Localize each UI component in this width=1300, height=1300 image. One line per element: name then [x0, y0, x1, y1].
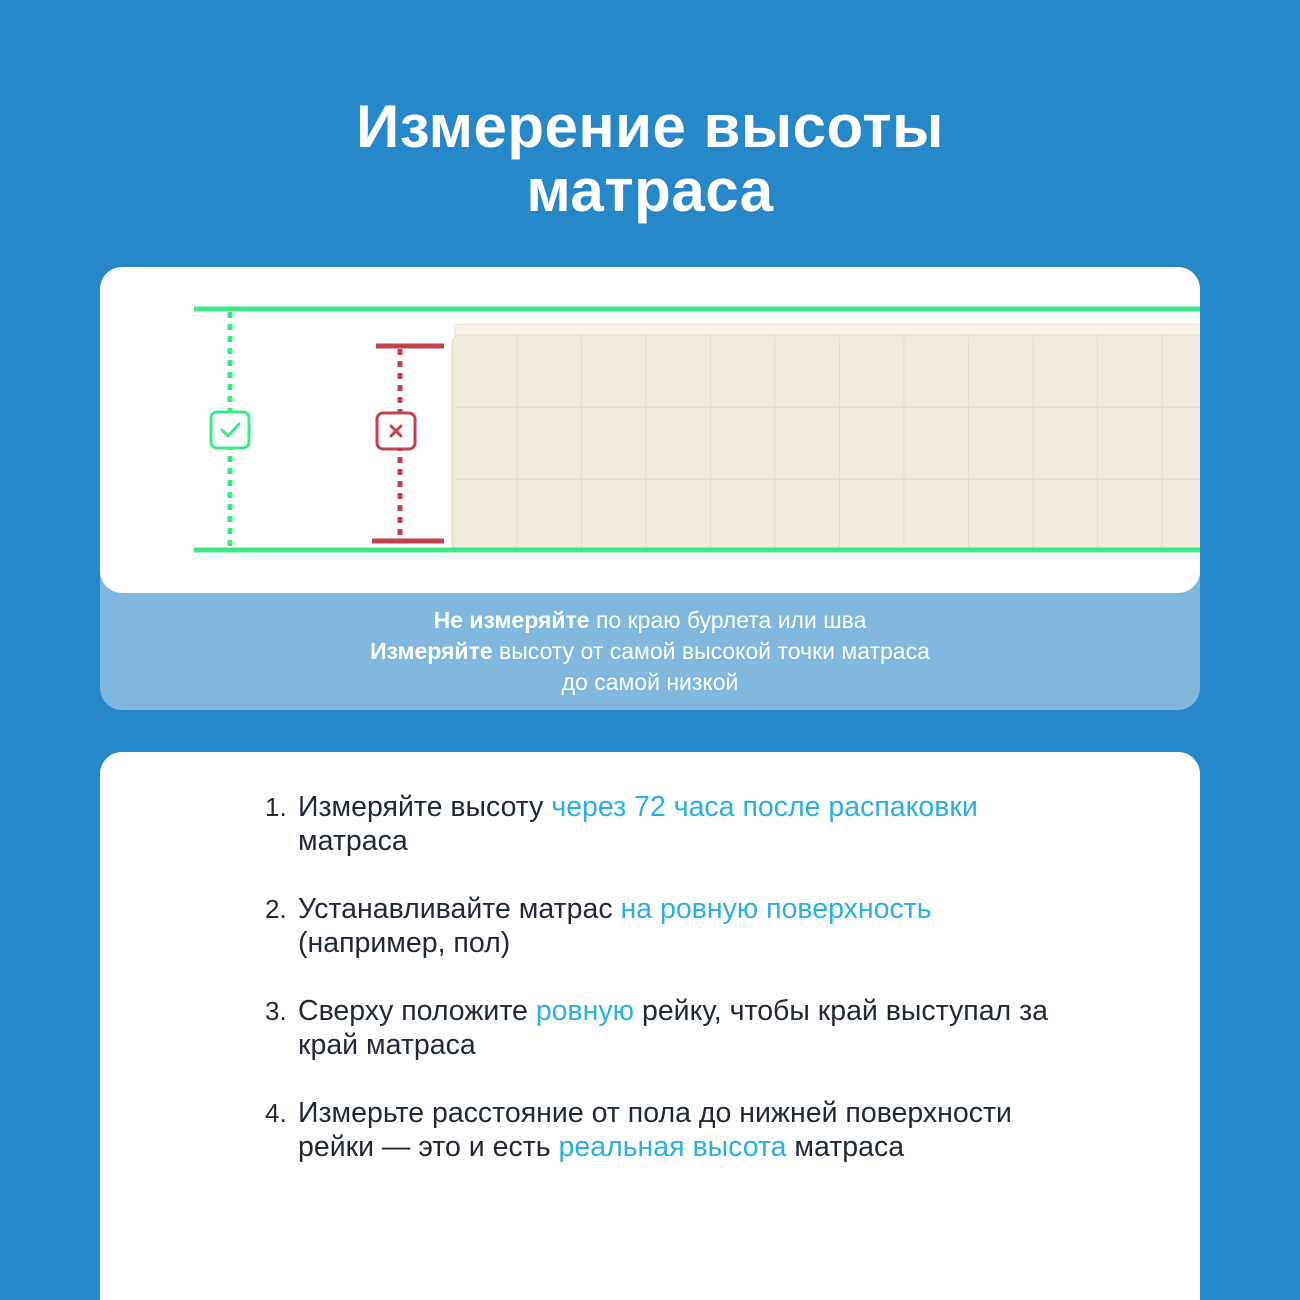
- hint-bold-2: Измеряйте: [370, 638, 493, 664]
- instructions-card: [100, 752, 1200, 1300]
- measurement-illustration: [100, 267, 1200, 593]
- mattress-image: [452, 324, 1200, 551]
- measurement-card: [100, 267, 1200, 710]
- cross-icon: [377, 413, 415, 449]
- step-number: 4.: [265, 1098, 287, 1128]
- step-text: Сверху положите: [298, 995, 536, 1027]
- step-text: матраса: [298, 825, 408, 857]
- step-highlight: ровную: [535, 995, 635, 1027]
- hint-line-2: [100, 636, 1200, 667]
- measurement-hint: [100, 605, 1200, 698]
- step-number: 3.: [265, 996, 287, 1026]
- check-icon: [211, 412, 249, 448]
- hint-text-2: высоту от самой высокой точки матраса: [492, 638, 930, 664]
- hint-line-1: [100, 605, 1200, 636]
- title-line-1: Измерение высоты: [356, 93, 944, 160]
- hint-text-1: по краю бурлета или шва: [589, 607, 867, 633]
- step-highlight: реальная высота: [558, 1131, 787, 1163]
- page-title: [0, 95, 1300, 223]
- step-number: 1.: [265, 792, 287, 822]
- instruction-step: [265, 790, 1065, 858]
- title-line-2: матраса: [526, 157, 774, 224]
- hint-bold-1: Не измеряйте: [433, 607, 590, 633]
- instruction-step: [265, 994, 1065, 1062]
- step-highlight: через 72 часа после распаковки: [551, 791, 978, 823]
- instructions-list: [265, 790, 1065, 1198]
- hint-line-3: до самой низкой: [561, 669, 739, 695]
- step-text: (например, пол): [298, 927, 511, 959]
- step-text: Измеряйте высоту: [298, 791, 552, 823]
- step-number: 2.: [265, 894, 287, 924]
- step-text: матраса: [786, 1131, 905, 1163]
- step-text: рейку, чтобы край выступал за край матраса: [298, 995, 1049, 1061]
- step-text: Измерьте расстояние от пола до нижней поверхности рейки — это и есть: [298, 1097, 1012, 1163]
- instruction-step: [265, 1096, 1065, 1164]
- step-highlight: на ровную поверхность: [620, 893, 932, 925]
- instruction-step: [265, 892, 1065, 960]
- step-text: Устанавливайте матрас: [298, 893, 621, 925]
- measurement-diagram: [100, 267, 1200, 593]
